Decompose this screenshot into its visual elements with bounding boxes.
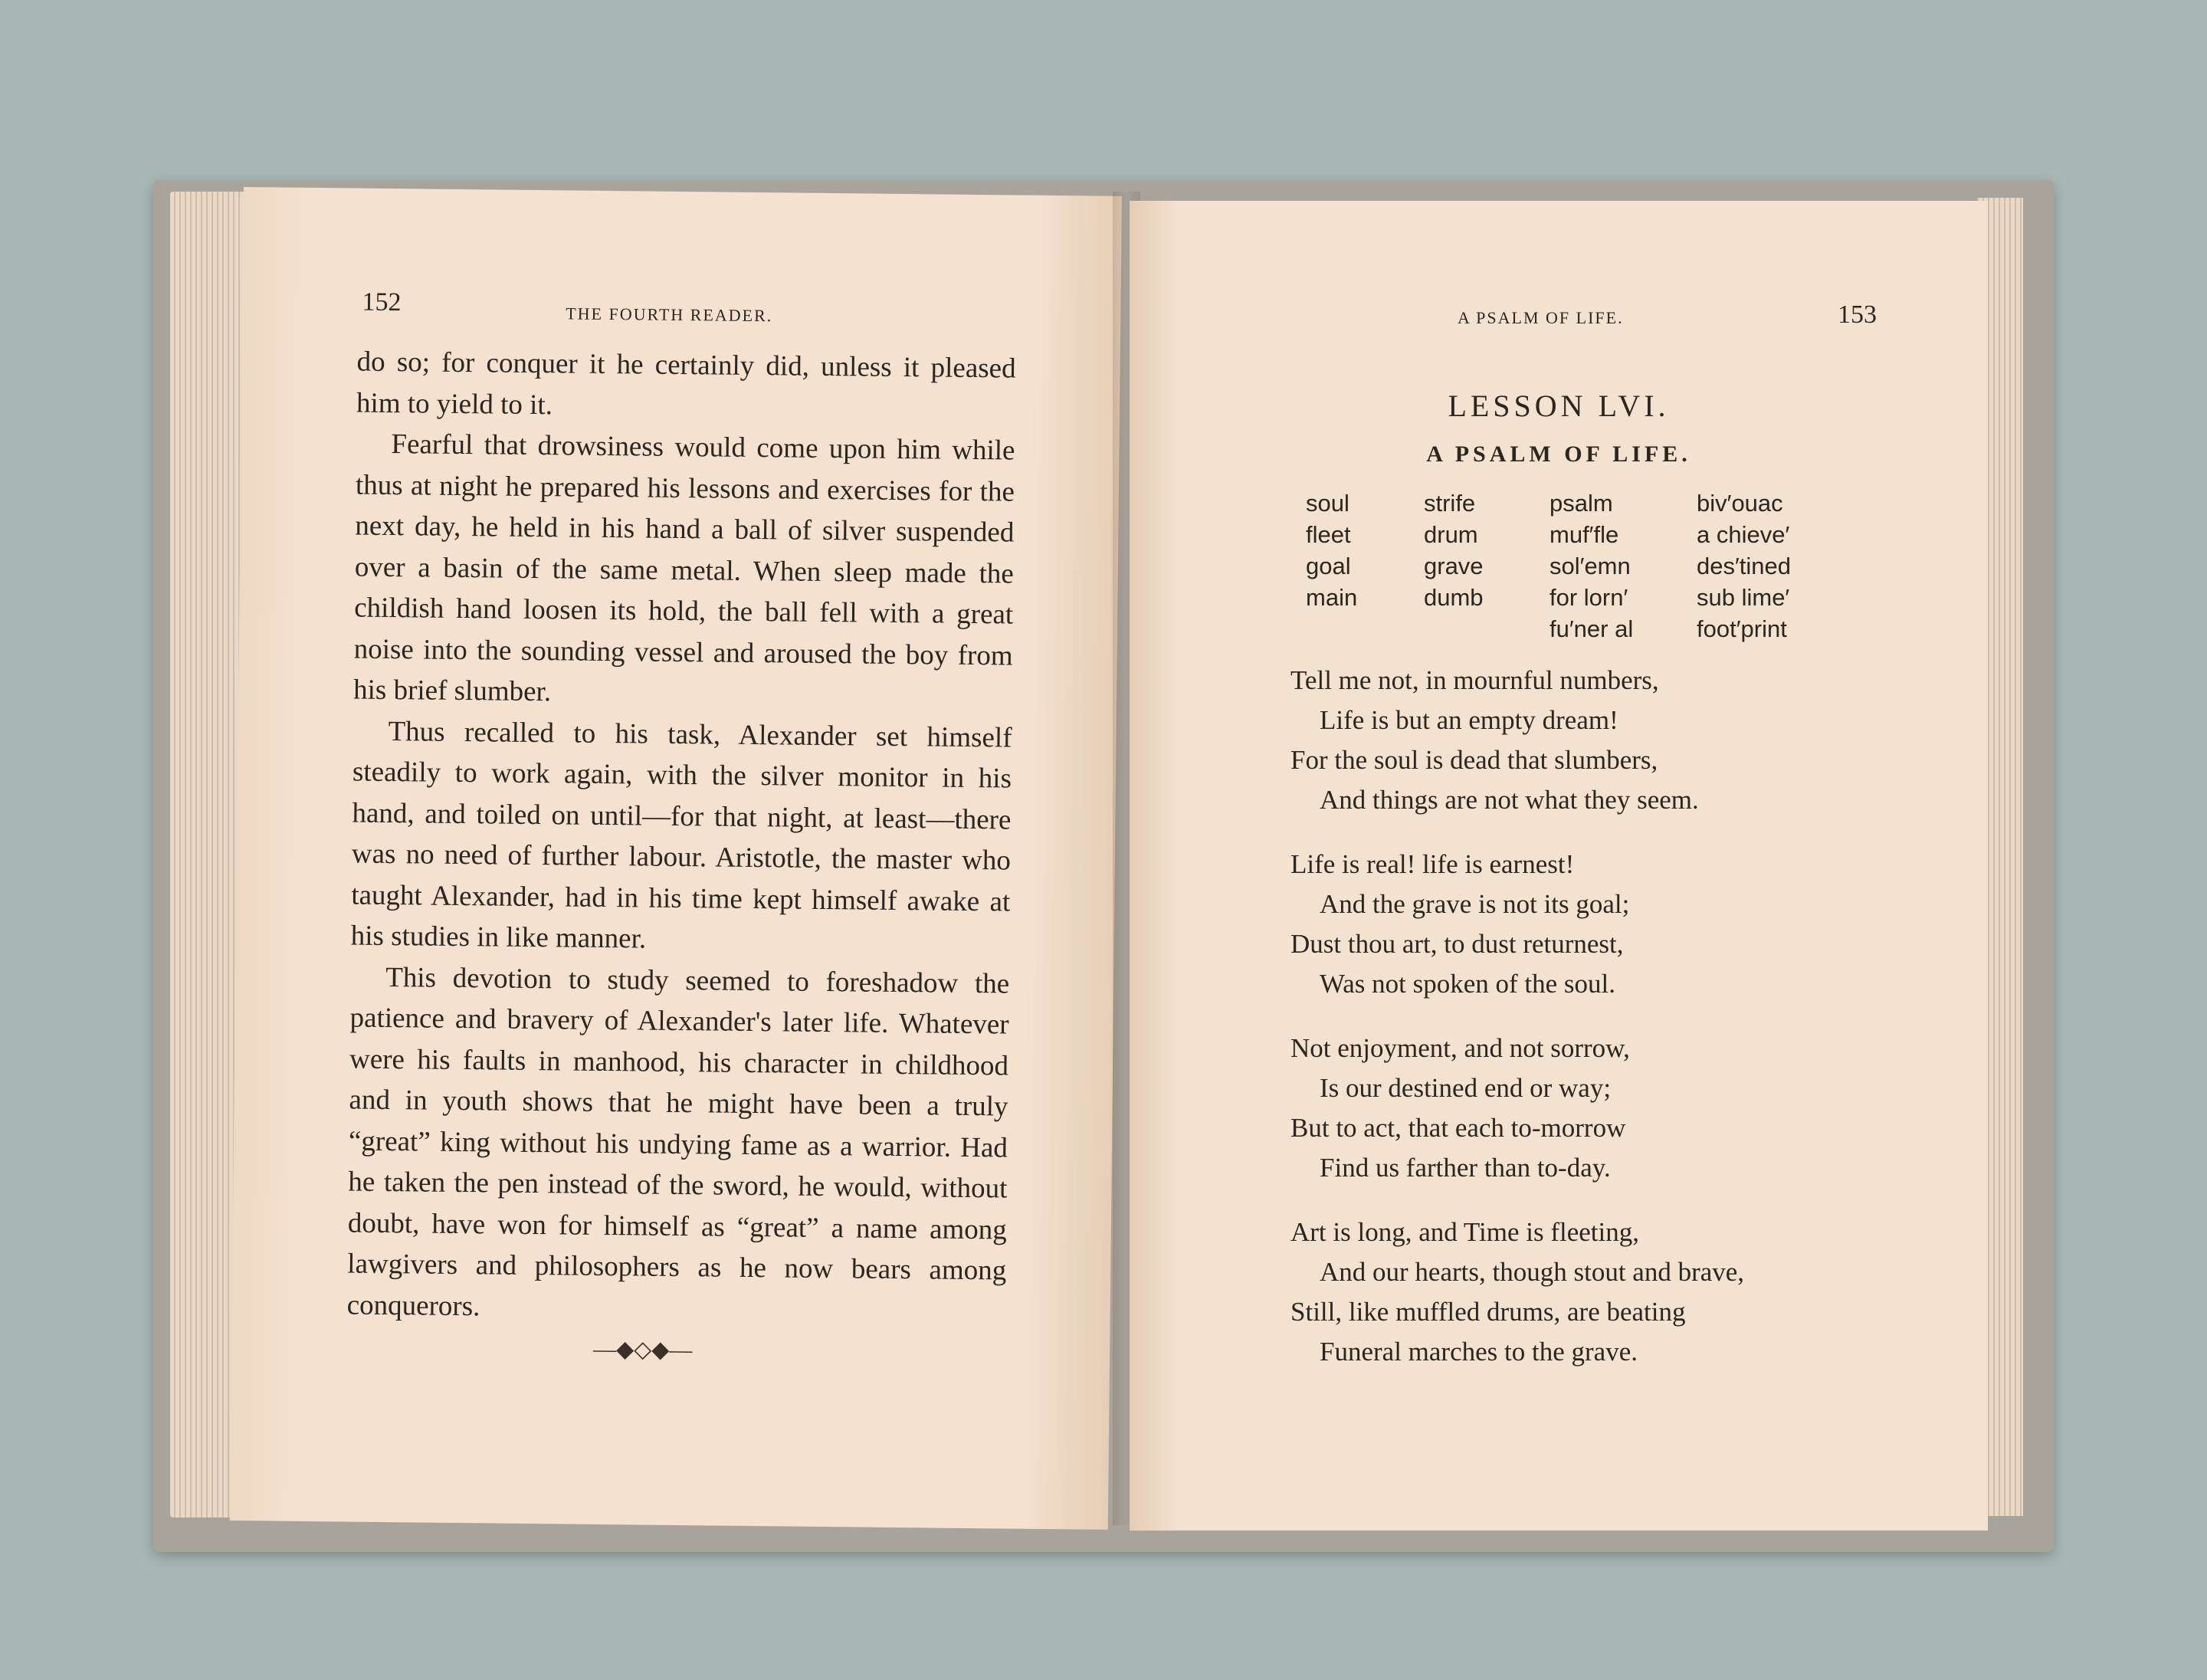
poem-line: Dust thou art, to dust returnest, <box>1290 929 1624 959</box>
paragraph: do so; for conquer it he certainly did, unless it pleased him to yield to it. <box>356 346 1016 421</box>
vocab-word: drum <box>1424 521 1478 548</box>
stanza <box>1290 845 1744 1004</box>
ornament-divider: —◆◇◆— <box>592 1336 693 1363</box>
vocab-column <box>1424 487 1484 613</box>
vocab-word: sub lime′ <box>1697 584 1790 611</box>
poem-line: Not enjoyment, and not sorrow, <box>1290 1033 1630 1063</box>
stanza <box>1290 1029 1744 1188</box>
left-page-number: 152 <box>362 287 402 317</box>
vocab-word: grave <box>1424 553 1484 579</box>
poem-line: Was not spoken of the soul. <box>1320 969 1616 999</box>
poem-line: Art is long, and Time is fleeting, <box>1290 1217 1639 1247</box>
poem-line: But to act, that each to-morrow <box>1290 1113 1626 1143</box>
poem-body <box>1290 661 1744 1396</box>
vocab-word: fu′ner al <box>1549 615 1634 642</box>
right-page <box>1130 201 1988 1531</box>
left-running-head: THE FOURTH READER. <box>566 304 773 326</box>
vocab-column <box>1697 487 1791 645</box>
poem-line: Funeral marches to the grave. <box>1320 1337 1638 1367</box>
vocab-word: des′tined <box>1697 553 1792 579</box>
poem-line: And things are not what they seem. <box>1320 785 1699 815</box>
vocab-word: foot′print <box>1697 615 1787 642</box>
poem-line: Find us farther than to-day. <box>1320 1153 1611 1183</box>
vocab-word: goal <box>1306 553 1351 579</box>
vocab-word: psalm <box>1549 490 1613 517</box>
vocab-word: main <box>1306 584 1358 611</box>
paragraph: Thus recalled to his task, Alexander set himself steadily to work again, with the silver monitor in his hand, and toiled on until—for that night, at least—there was no need of further labour. Aristotle, the master who taught Alexander, had in his time kept himself awake at his studies in like manner. <box>350 715 1012 955</box>
vocab-word: dumb <box>1424 584 1484 611</box>
right-running-head: A PSALM OF LIFE. <box>1458 308 1624 327</box>
vocab-column <box>1549 487 1633 645</box>
vocab-word: fleet <box>1306 521 1351 548</box>
paragraph: This devotion to study seemed to foreshadow the patience and bravery of Alexander's later life. Whatever were his faults in manhood, his character in childhood and in youth shows that he might have been a truly “great” king without his undying fame as a warrior. Had he taken the pen instead of the sword, he would, without doubt, have won for himself as “great” a name among lawgivers and philosophers as he now bears among conquerors. <box>346 961 1010 1322</box>
poem-line: And the grave is not its goal; <box>1320 889 1630 919</box>
poem-line: Is our destined end or way; <box>1320 1073 1612 1103</box>
vocab-word: muf′fle <box>1549 521 1619 548</box>
vocab-column <box>1306 487 1357 613</box>
lesson-title: LESSON LVI. <box>1448 389 1670 423</box>
poem-line: Tell me not, in mournful numbers, <box>1290 665 1659 695</box>
vocab-word: strife <box>1424 490 1476 517</box>
poem-line: Life is but an empty dream! <box>1320 705 1618 735</box>
poem-line: And our hearts, though stout and brave, <box>1320 1257 1745 1287</box>
right-page-number: 153 <box>1838 300 1877 329</box>
vocab-word: biv′ouac <box>1697 490 1783 517</box>
vocab-word: a chieve′ <box>1697 521 1790 548</box>
poem-title: A PSALM OF LIFE. <box>1426 441 1691 467</box>
vocab-word: soul <box>1306 490 1349 517</box>
stanza <box>1290 661 1744 820</box>
poem-line: Still, like muffled drums, are beating <box>1290 1297 1686 1327</box>
vocab-word: for lorn′ <box>1549 584 1628 611</box>
paragraph: Fearful that drowsiness would come upon him while thus at night he prepared his lessons and exercises for the next day, he held in his hand a ball of silver suspended over a basin of the same metal. When sleep made the childish hand loosen its hold, the ball fell with a great noise into the sounding vessel and aroused the boy from his brief slumber. <box>353 428 1015 708</box>
left-page <box>230 187 1122 1530</box>
vocab-word: sol′emn <box>1549 553 1631 579</box>
stanza <box>1290 1212 1744 1372</box>
poem-line: Life is real! life is earnest! <box>1290 849 1575 879</box>
left-page-text <box>346 342 1015 1333</box>
poem-line: For the soul is dead that slumbers, <box>1290 745 1658 775</box>
